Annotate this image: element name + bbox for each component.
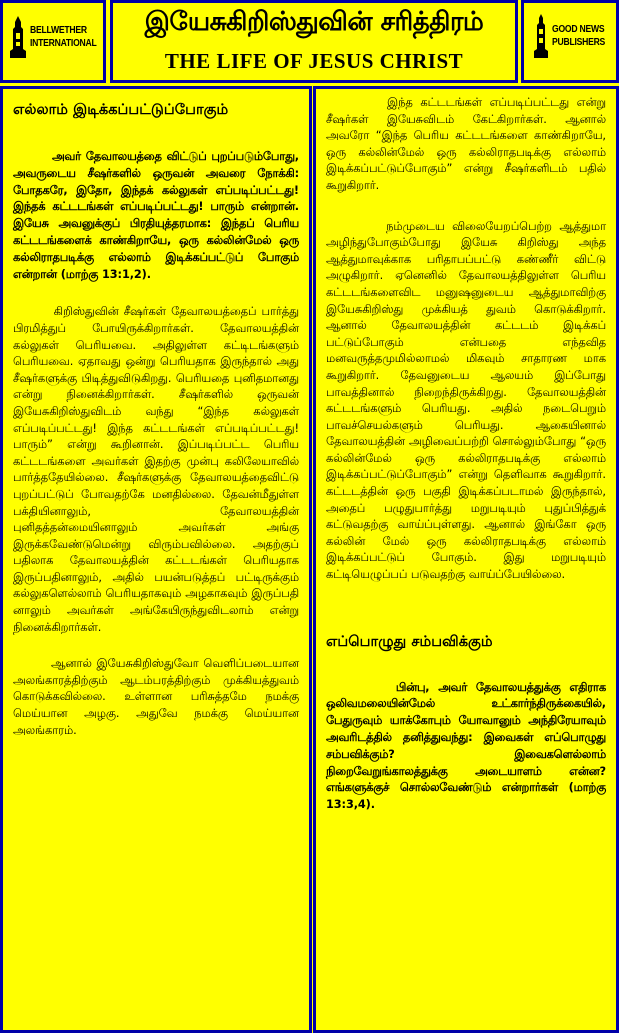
logo-line-1: BELLWETHER	[30, 24, 87, 36]
logo-line-2: INTERNATIONAL	[30, 37, 97, 49]
title-english: THE LIFE OF JESUS CHRIST	[164, 49, 464, 73]
logo-line-1: GOOD NEWS	[552, 23, 605, 35]
title-banner	[110, 0, 518, 83]
title-tamil: இயேசுகிறிஸ்துவின் சரித்திரம்	[144, 7, 484, 37]
publisher-logo-left	[0, 0, 106, 83]
bell-tower-icon	[533, 13, 549, 59]
commentary-paragraph: கிறிஸ்துவின் சீஷர்கள் தேவாலயத்தைப் பார்த்து பிரமித்துப் போயிருக்கிறார்கள். தேவாலயத்தின் கல்லுகள் பெரியவை. அதிலுள்ள கட்டிடங்களும் பெரியவை. ஏதாவது ஒன்று பெரியதாக இருந்தால் அது சீஷர்களுக்கு பிடித்துவிடுகிறது. பெரியதை புனிதமானது என்று நினைக்கிறார்கள். சீஷர்களில் ஒருவன் இயேசுகிறிஸ்துவிடம் வந்து “இந்த கல்லுகள் எப்படிப்பட்டது! இந்த கட்டடங்கள் எப்படிப்பட்டது! பாரும்” என்று கூறினான். இப்படிப்பட்ட பெரிய கட்டடங்களை அவர்கள் இதற்கு முன்பு கலிலேயாவில் பார்த்ததேயில்லை. சீஷர்களுக்கு தேவாலயத்தைவிட்டு புறப்பட்டுப் போவதற்கே மனதில்லை. தேவன்மீதுள்ள பக்தியினாலும், தேவாலயத்தின் புனிதத்தன்மையினாலும் அவர்கள் அங்கு இருக்கவேண்டுமென்று விரும்பவில்லை. அதற்குப் பதிலாக தேவாலயத்தின் கட்டடங்கள் பெரியதாக இருப்பதினாலும், அதில் பயன்படுத்தப் பட்டிருக்கும் கல்லுகளெல்லாம் பெரியதாகவும் அழகாகவும் இருப்பதி னாலும் அவர்கள் அங்கேயிருந்துவிடலாம் என்று நினைக்கிறார்கள்.	[13, 304, 303, 634]
bellwether-logo	[9, 15, 111, 59]
section-heading-destruction: எல்லாம் இடிக்கப்பட்டுப்போகும்	[13, 101, 229, 118]
section-heading-when: எப்பொழுது சம்பவிக்கும்	[326, 632, 493, 650]
commentary-paragraph: நம்முடைய விலையேறப்பெற்ற ஆத்துமா அழிந்துபோகும்போது இயேசு கிறிஸ்து அந்த ஆத்துமாவுக்காக பரிதாபப்பட்டு கண்ணீர் விட்டு அழுகிறார். ஏனெனில் தேவாலயத்திலுள்ள பெரிய கட்டடங்களைவிட மனுஷனுடைய ஆத்துமாவிற்கு இயேசுகிறிஸ்து முக்கியத் துவம் கொடுக்கிறார். ஆனால் தேவாலயத்தின் கட்டடம் இடிக்கப் பட்டுப்போகும் என்பதை எந்தவித மனவருத்தமுமில்லாமல் மிகவும் சாதாரண மாக கூறுகிறார். தேவனுடைய ஆலயம் இப்போது பாவத்தினால் நிறைந்திருக்கிறது. தேவாலயத்தின் கட்டடங்களும் பெரியது. அதில் நடைபெறும் பாவச்செயல்களும் பெரியது. ஆகையினால் தேவாலயத்தின் அழிவைப்பற்றி சொல்லும்போது “ஒரு கல்லின்மேல் ஒரு கல்லிராதபடிக்கு எல்லாம் இடிக்கப்பட்டுப்போகும்” என்று தெளிவாக கூறுகிறார். கட்டடத்தின் ஒரு பகுதி இடிக்கப்படாமல் இருந்தால், அதைப் பழுதுபார்த்து மறுபடியும் புதுப்பித்துக் கட்டுவதற்கு வாய்ப்புள்ளது. ஆனால் இங்கோ ஒரு கல்லின் மேல் ஒரு கல்லிராதபடிக்கு எல்லாம் இடிக்கப்பட்டுப் போகும். இது மறுபடியும் கட்டியெழுப்பப் படுவதற்கு வாய்ப்பேயில்லை.	[326, 218, 610, 582]
publisher-logo-right	[521, 0, 619, 83]
logo-line-2: PUBLISHERS	[552, 36, 606, 48]
bell-tower-icon	[9, 15, 27, 59]
right-column	[313, 86, 619, 1033]
scripture-quote-mark-13-3-4: பின்பு, அவர் தேவாலயத்துக்கு எதிராக ஒலிவமலையின்மேல் உட்கார்ந்திருக்கையில், பேதுருவும் யாக்கோபும் யோவானும் அந்திரேயாவும் அவரிடத்தில் தனித்துவந்து: இவைகள் எப்பொழுது சம்பவிக்கும்? இவைகளெல்லாம் நிறைவேறுங்காலத்துக்கு அடையாளம் என்ன? எங்களுக்குச் சொல்லவேண்டும் என்றார்கள் (மாற்கு 13:3,4).	[326, 680, 610, 812]
commentary-paragraph: ஆனால் இயேசுகிறிஸ்துவோ வெளிப்படையான அலங்காரத்திற்கும் ஆடம்பரத்திற்கும் முக்கியத்துவம் கொடுக்கவில்லை. உள்ளான பரிசுத்தமே நமக்கு மெய்யான அழகு. அதுவே நமக்கு மெய்யான அலங்காரம்.	[13, 656, 303, 737]
scripture-quote-mark-13-1-2: அவர் தேவாலயத்தை விட்டுப் புறப்படும்போது, அவருடைய சீஷர்களில் ஒருவன் அவரை நோக்கி: போதகரே, இதோ, இந்தக் கல்லுகள் எப்படிப்பட்டது! இந்தக் கட்டடங்கள் எப்படிப்பட்டது! பாரும் என்றான். இயேசு அவனுக்குப் பிரதியுத்தரமாக: இந்தப் பெரிய கட்டடங்களைக் காண்கிறாயே, ஒரு கல்லின்மேல் ஒரு கல்லிராதபடிக்கு எல்லாம் இடிக்கப்பட்டுப் போகும் என்றான் (மாற்கு 13:1,2).	[13, 150, 303, 281]
left-column	[0, 86, 312, 1033]
commentary-paragraph: இந்த கட்டடங்கள் எப்படிப்பட்டது என்று சீஷர்கள் இயேசுவிடம் கேட்கிறார்கள். ஆனால் அவரோ “இந்த பெரிய கட்டடங்களை காண்கிறாயே, ஒரு கல்லின்மேல் ஒரு கல்லிராதபடிக்கு எல்லாம் இடிக்கப்பட்டுப்போகும்” என்று சீஷர்களிடம் பதில் கூறுகிறார்.	[326, 95, 610, 192]
good-news-logo	[533, 13, 617, 59]
